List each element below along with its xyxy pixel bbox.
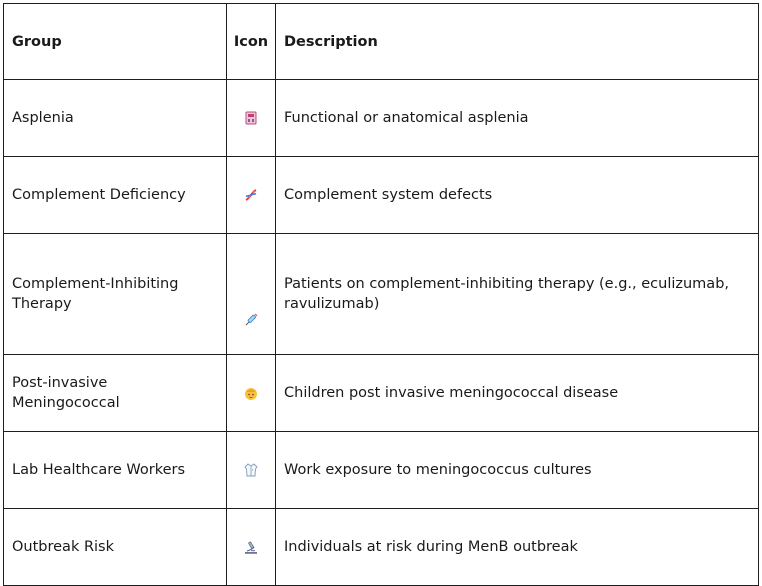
risk-groups-table bbox=[3, 3, 759, 586]
description-cell: Functional or anatomical asplenia bbox=[276, 80, 759, 157]
table-row bbox=[4, 355, 759, 432]
description-cell: Patients on complement-inhibiting therapy (e.g., eculizumab, ravulizumab) bbox=[276, 234, 759, 355]
description-cell: Work exposure to meningococcus cultures bbox=[276, 432, 759, 509]
table-row bbox=[4, 80, 759, 157]
spleen-organ-icon bbox=[243, 110, 259, 126]
group-cell: Complement Deficiency bbox=[4, 157, 227, 234]
table-row bbox=[4, 509, 759, 586]
group-cell: Complement-Inhibiting Therapy bbox=[4, 234, 227, 355]
table-row bbox=[4, 157, 759, 234]
group-cell: Lab Healthcare Workers bbox=[4, 432, 227, 509]
microscope-icon bbox=[243, 539, 259, 555]
group-cell: Outbreak Risk bbox=[4, 509, 227, 586]
dna-icon bbox=[243, 187, 259, 203]
table-row bbox=[4, 234, 759, 355]
header-row bbox=[4, 4, 759, 80]
header-icon: Icon bbox=[227, 4, 276, 80]
header-group: Group bbox=[4, 4, 227, 80]
table-row bbox=[4, 432, 759, 509]
group-cell: Asplenia bbox=[4, 80, 227, 157]
group-cell: Post-invasive Meningococcal bbox=[4, 355, 227, 432]
header-description: Description bbox=[276, 4, 759, 80]
description-cell: Individuals at risk during MenB outbreak bbox=[276, 509, 759, 586]
description-cell: Children post invasive meningococcal disease bbox=[276, 355, 759, 432]
lab-coat-icon bbox=[243, 462, 259, 478]
syringe-icon bbox=[243, 312, 259, 328]
child-face-icon bbox=[243, 385, 259, 401]
description-cell: Complement system defects bbox=[276, 157, 759, 234]
